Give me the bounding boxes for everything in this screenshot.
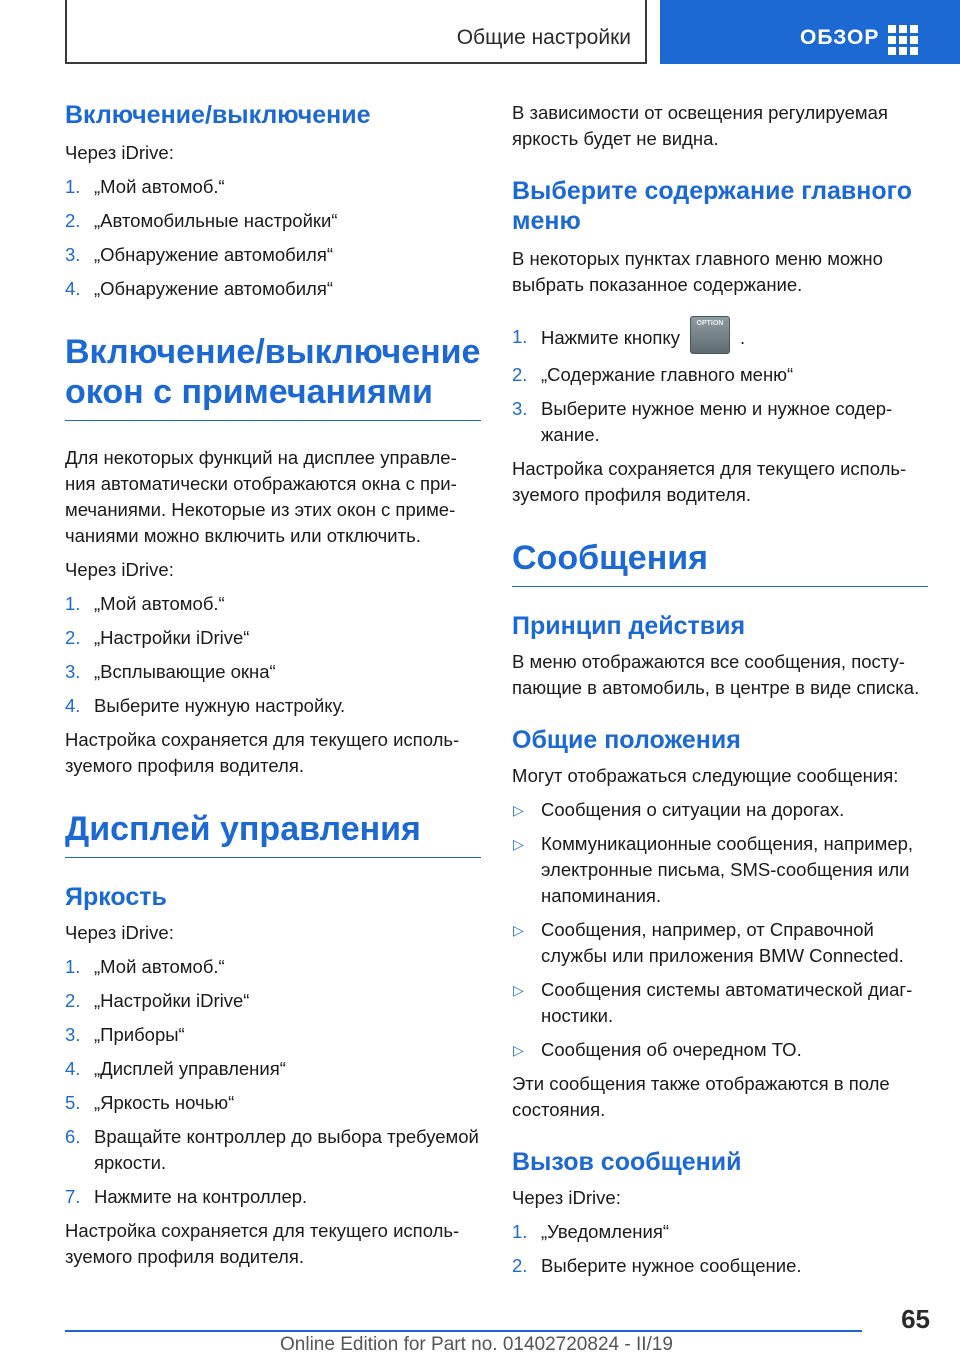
section-popups-title: Включение/выключение окон с примечаниями — [65, 332, 481, 421]
option-button-icon: OPTION — [690, 316, 730, 354]
section-principle-title: Принцип действия — [512, 612, 746, 640]
list-item: 1. „Уведомления“ — [512, 1221, 669, 1242]
triangle-bullet-icon: ▷ — [513, 836, 524, 852]
list-item: 1. Нажмите кнопкуOPTION. — [512, 324, 928, 354]
section-call-messages-steps — [512, 1219, 928, 1279]
section-on-off-title: Включение/выключение — [65, 101, 371, 129]
section-messages-title: Сообщения — [512, 538, 928, 587]
list-item: 3. „Обнаружение автомобиля“ — [65, 244, 334, 265]
section-general-text: Могут отображаться следующие сообщения: — [512, 765, 899, 786]
section-popups-steps — [65, 591, 481, 719]
list-item: 2. „Настройки iDrive“ — [65, 627, 250, 648]
brightness-continuation: В зависимости от освещения регулируемая яркость будет не видна. — [512, 102, 888, 149]
list-item: 5. „Яркость ночью“ — [65, 1092, 235, 1113]
footer-edition: Online Edition for Part no. 01402720824 - II/19 — [280, 1334, 673, 1355]
section-general-bullets — [512, 797, 928, 1063]
list-item: 3. „Приборы“ — [65, 1024, 185, 1045]
section-general-title: Общие положения — [512, 726, 741, 754]
list-item: 4. „Обнаружение автомобиля“ — [65, 278, 334, 299]
section-brightness-note: Настройка сохраняется для текущего используемого профиля водителя. — [65, 1220, 460, 1267]
section-brightness-title: Яркость — [65, 883, 167, 911]
section-brightness-via: Через iDrive: — [65, 922, 174, 943]
section-main-menu-note: Настройка сохраняется для текущего используемого профиля водителя. — [512, 458, 907, 505]
list-item: 4. „Дисплей управления“ — [65, 1058, 286, 1079]
header-section-title: Общие настройки — [456, 26, 631, 49]
header-section-box — [65, 0, 647, 64]
list-item: 2. Выберите нужное сообщение. — [512, 1255, 802, 1276]
footer-divider — [65, 1330, 862, 1332]
list-item: 1. „Мой автомоб.“ — [65, 956, 225, 977]
page-number: 65 — [901, 1304, 930, 1334]
list-item: ▷ Сообщения о ситуации на дорогах. — [512, 797, 928, 823]
section-call-messages-via: Через iDrive: — [512, 1187, 621, 1208]
list-item: 2. „Настройки iDrive“ — [65, 990, 250, 1011]
list-item: ▷ Сообщения системы автоматической диагностики. — [513, 979, 913, 1026]
section-popups-note: Настройка сохраняется для текущего используемого профиля водителя. — [65, 729, 460, 776]
list-item: 7. Нажмите на контроллер. — [65, 1186, 308, 1207]
list-item: 2. „Содержание главного меню“ — [512, 364, 794, 385]
section-on-off-steps — [65, 174, 481, 302]
triangle-bullet-icon: ▷ — [513, 922, 524, 938]
section-call-messages-title: Вызов сообщений — [512, 1148, 742, 1176]
list-item: 3. Выберите нужное меню и нужное содержание. — [512, 398, 893, 445]
grid-icon — [888, 25, 918, 55]
section-popups-via: Через iDrive: — [65, 559, 174, 580]
overview-tab-label: ОБЗОР — [800, 26, 880, 49]
triangle-bullet-icon: ▷ — [513, 802, 524, 818]
section-brightness-steps — [65, 954, 481, 1210]
section-general-status-note: Эти сообщения также отображаются в поле состояния. — [512, 1073, 890, 1120]
list-item: 1. „Мой автомоб.“ — [65, 593, 225, 614]
overview-tab[interactable] — [660, 0, 960, 64]
list-item: 6. Вращайте контроллер до выбора требуемой яркости. — [65, 1126, 479, 1173]
section-on-off-via: Через iDrive: — [65, 142, 174, 163]
list-item: 2. „Автомобильные настройки“ — [65, 210, 338, 231]
triangle-bullet-icon: ▷ — [513, 1042, 524, 1058]
section-main-menu-intro: В некоторых пунктах главного меню можно выбрать показанное содержание. — [512, 248, 883, 295]
list-item: ▷ Коммуникационные сообщения, например, электронные письма, SMS-сообщения или напоминания. — [513, 833, 914, 906]
left-column — [65, 100, 481, 1270]
list-item: ▷ Сообщения, например, от Справочной службы или приложения BMW Connected. — [513, 919, 904, 966]
section-popups-intro: Для некоторых функций на дисплее управления автоматически отображаются окна с примечаниями. Некоторые из этих окон с примечаниями можно включить или отключить. — [65, 447, 457, 546]
section-main-menu-title: Выберите содержание главного меню — [512, 177, 912, 235]
list-item: 3. „Всплывающие окна“ — [65, 661, 276, 682]
section-principle-text: В меню отображаются все сообщения, поступающие в автомобиль, в центре в виде списка. — [512, 651, 920, 698]
triangle-bullet-icon: ▷ — [513, 982, 524, 998]
list-item: 1. „Мой автомоб.“ — [65, 176, 225, 197]
right-column — [512, 100, 928, 1279]
section-display-title: Дисплей управления — [65, 809, 481, 858]
section-main-menu-steps — [512, 320, 928, 448]
list-item: ▷ Сообщения об очередном ТО. — [512, 1037, 928, 1063]
list-item: 4. Выберите нужную настройку. — [65, 695, 346, 716]
